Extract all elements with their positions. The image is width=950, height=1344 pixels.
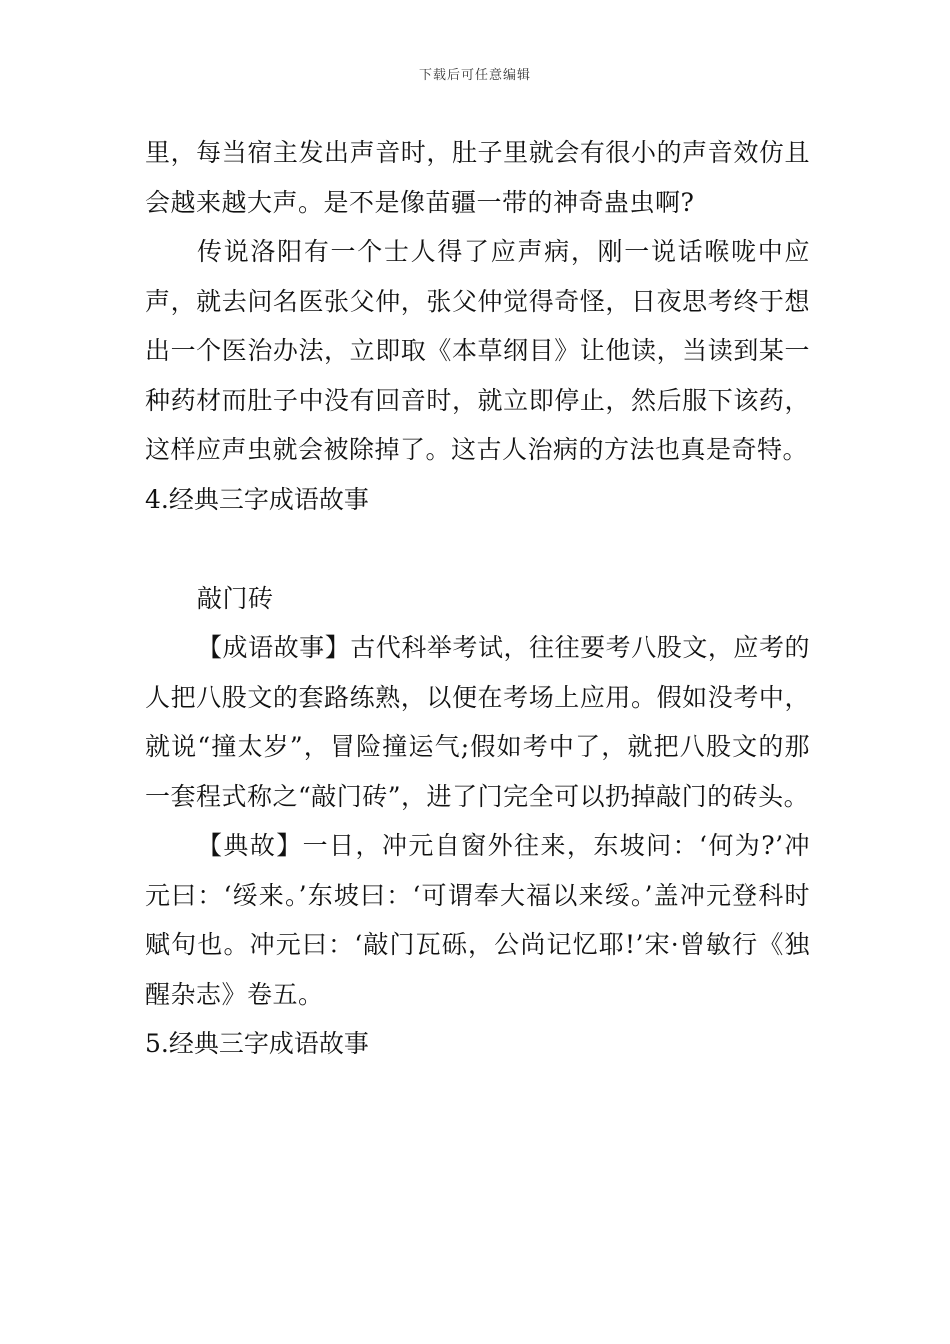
idiom-title: 敲门砖 — [197, 583, 274, 613]
blank-line — [145, 524, 810, 574]
page-header: 下载后可任意编辑 — [418, 68, 531, 83]
paragraph-story-luoyang: 传说洛阳有一个士人得了应声病，刚一说话喉咙中应声，就去问名医张父仲，张父仲觉得奇怪，日夜思考终于想出一个医治办法，立即取《本草纲目》让他读，当读到某一种药材而肚子中没有回音时，就立即停止，然后服下该药，这样应声虫就会被除掉了。这古人治病的方法也真是奇特。 — [145, 237, 810, 464]
paragraph-idiom-story: 【成语故事】古代科举考试，往往要考八股文，应考的人把八股文的套路练熟，以便在考场上应用。假如没考中，就说“撞太岁”，冒险撞运气;假如考中了，就把八股文的那一套程式称之“敲门砖”，进了门完全可以扔掉敲门的砖头。 — [145, 633, 810, 811]
paragraph-continued: 里，每当宿主发出声音时，肚子里就会有很小的声音效仿且会越来越大声。是不是像苗疆一带的神奇蛊虫啊? — [145, 138, 810, 217]
section-heading-4: 4.经典三字成语故事 — [145, 484, 369, 514]
paragraph-allusion: 【典故】一日，冲元自窗外往来，东坡问：‘何为?’冲元曰：‘绥来。’东坡曰：‘可谓奉大福以来绥。’盖冲元登科时赋句也。冲元曰：‘敲门瓦砾，公尚记忆耶!’宋·曾敏行《独醒杂志》卷五。 — [145, 831, 810, 1009]
document-body — [145, 128, 810, 1069]
section-heading-5: 5.经典三字成语故事 — [145, 1029, 369, 1058]
